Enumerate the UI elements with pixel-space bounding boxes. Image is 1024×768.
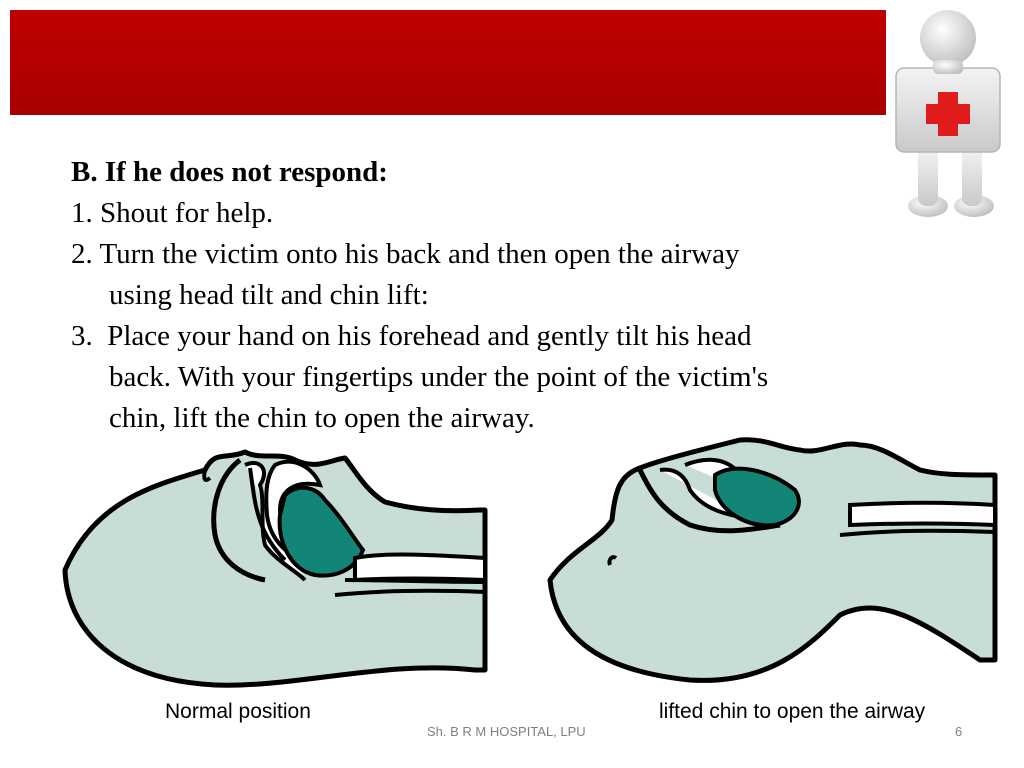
step-2: 2. Turn the victim onto his back and then open the airway — [71, 238, 740, 270]
step-1: 1. Shout for help. — [71, 197, 274, 229]
normal-position-illustration — [55, 430, 490, 700]
lifted-chin-illustration — [540, 430, 1000, 700]
step-3-continued-1: back. With your fingertips under the point of the victim's — [109, 361, 769, 393]
caption-lifted-chin: lifted chin to open the airway — [659, 700, 926, 723]
caption-normal-position: Normal position — [165, 700, 311, 723]
instructions — [71, 152, 901, 439]
step-3-continued-2: chin, lift the chin to open the airway. — [109, 402, 535, 434]
page-number: 6 — [955, 724, 963, 739]
section-heading: B. If he does not respond: — [71, 156, 388, 188]
footer-text: Sh. B R M HOSPITAL, LPU — [427, 724, 586, 739]
title-banner — [10, 10, 886, 115]
step-3: 3. Place your hand on his forehead and gently tilt his head — [71, 320, 752, 352]
step-2-continued: using head tilt and chin lift: — [109, 279, 429, 311]
first-aid-figure-icon — [888, 6, 1018, 226]
